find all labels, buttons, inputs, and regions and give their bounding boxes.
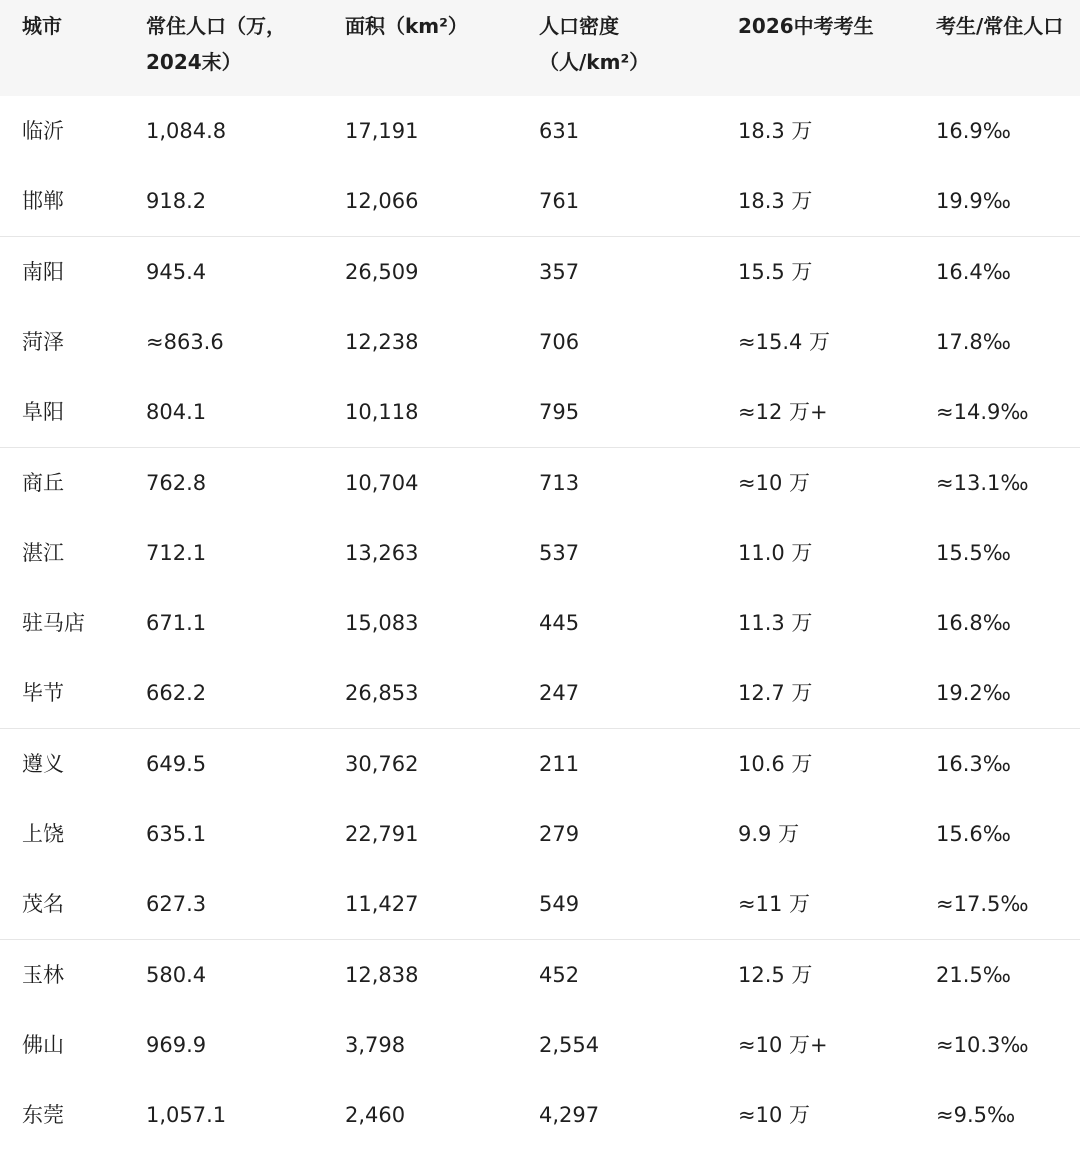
population-cell: 712.1 <box>146 540 207 565</box>
ratio-cell: ≈10.3‰ <box>936 1032 1029 1057</box>
candidates-cell: 11.3 万 <box>738 611 813 636</box>
table-row <box>0 658 1080 729</box>
population-cell: 635.1 <box>146 822 207 846</box>
city-cell: 邯郸 <box>22 189 64 214</box>
candidates-cell: ≈10 万+ <box>738 1032 828 1057</box>
candidates-cell: ≈12 万+ <box>738 400 828 425</box>
header-exam-candidates: 2026中考考生 <box>738 14 874 38</box>
ratio-cell: 16.9‰ <box>936 119 1011 143</box>
table-row <box>0 307 1080 378</box>
density-cell: 247 <box>539 681 580 706</box>
density-cell: 445 <box>539 611 580 636</box>
city-cell: 阜阳 <box>22 400 64 425</box>
area-cell: 17,191 <box>345 119 419 143</box>
area-cell: 10,118 <box>345 400 419 425</box>
density-cell: 631 <box>539 119 580 143</box>
ratio-cell: 19.9‰ <box>936 189 1011 214</box>
density-cell: 211 <box>539 751 580 776</box>
city-cell: 佛山 <box>22 1032 64 1057</box>
ratio-cell: ≈14.9‰ <box>936 400 1029 425</box>
candidates-cell: ≈10 万 <box>738 1103 810 1128</box>
table-row <box>0 799 1080 870</box>
population-cell: 1,057.1 <box>146 1103 227 1128</box>
area-cell: 30,762 <box>345 751 419 776</box>
table-row <box>0 1010 1080 1081</box>
population-cell: 662.2 <box>146 681 207 706</box>
population-cell: 762.8 <box>146 470 207 495</box>
density-cell: 537 <box>539 540 580 565</box>
ratio-cell: 16.3‰ <box>936 751 1011 776</box>
density-cell: 761 <box>539 189 580 214</box>
city-cell: 驻马店 <box>22 611 85 636</box>
area-cell: 3,798 <box>345 1032 406 1057</box>
city-cell: 遵义 <box>22 751 64 776</box>
city-cell: 东莞 <box>22 1103 64 1128</box>
candidates-cell: 18.3 万 <box>738 119 813 143</box>
area-cell: 10,704 <box>345 470 419 495</box>
header-area: 面积（km²） <box>345 14 468 38</box>
density-cell: 549 <box>539 892 580 917</box>
population-cell: 671.1 <box>146 611 207 636</box>
ratio-cell: 19.2‰ <box>936 681 1011 706</box>
ratio-cell: 15.6‰ <box>936 822 1011 846</box>
population-cell: 580.4 <box>146 962 207 987</box>
candidates-cell: 10.6 万 <box>738 751 813 776</box>
area-cell: 12,066 <box>345 189 419 214</box>
ratio-cell: ≈13.1‰ <box>936 470 1029 495</box>
ratio-cell: ≈17.5‰ <box>936 892 1029 917</box>
area-cell: 12,238 <box>345 329 419 354</box>
area-cell: 26,853 <box>345 681 419 706</box>
table-row <box>0 940 1080 1011</box>
density-cell: 357 <box>539 259 580 284</box>
candidates-cell: ≈10 万 <box>738 470 810 495</box>
table-row <box>0 729 1080 800</box>
density-cell: 2,554 <box>539 1032 600 1057</box>
density-cell: 706 <box>539 329 580 354</box>
population-cell: 649.5 <box>146 751 207 776</box>
table-row <box>0 166 1080 237</box>
population-cell: 945.4 <box>146 259 207 284</box>
ratio-cell: 16.4‰ <box>936 259 1011 284</box>
table-row <box>0 237 1080 308</box>
area-cell: 22,791 <box>345 822 419 846</box>
area-cell: 26,509 <box>345 259 419 284</box>
population-cell: 1,084.8 <box>146 119 227 143</box>
candidates-cell: 12.7 万 <box>738 681 813 706</box>
table-row <box>0 1080 1080 1150</box>
table-row <box>0 588 1080 659</box>
candidates-cell: 11.0 万 <box>738 540 813 565</box>
table-row <box>0 96 1080 167</box>
ratio-cell: ≈9.5‰ <box>936 1103 1016 1128</box>
city-cell: 玉林 <box>22 962 64 987</box>
density-cell: 795 <box>539 400 580 425</box>
ratio-cell: 21.5‰ <box>936 962 1011 987</box>
city-cell: 临沂 <box>22 119 64 143</box>
area-cell: 13,263 <box>345 540 419 565</box>
table-header <box>0 0 1080 97</box>
candidates-cell: 18.3 万 <box>738 189 813 214</box>
density-cell: 4,297 <box>539 1103 600 1128</box>
header-candidate-ratio: 考生/常住人口 <box>936 14 1064 38</box>
city-cell: 南阳 <box>22 259 64 284</box>
ratio-cell: 16.8‰ <box>936 611 1011 636</box>
density-cell: 279 <box>539 822 580 846</box>
header-density: 人口密度 （人/km²） <box>539 14 650 74</box>
population-cell: ≈863.6 <box>146 329 224 354</box>
city-cell: 湛江 <box>22 540 64 565</box>
city-cell: 毕节 <box>22 681 64 706</box>
area-cell: 15,083 <box>345 611 419 636</box>
table-row <box>0 518 1080 589</box>
city-cell: 上饶 <box>22 822 64 846</box>
table-row <box>0 869 1080 940</box>
candidates-cell: ≈15.4 万 <box>738 329 831 354</box>
table-row <box>0 448 1080 519</box>
candidates-cell: 9.9 万 <box>738 822 800 846</box>
population-cell: 969.9 <box>146 1032 207 1057</box>
header-city: 城市 <box>22 14 62 38</box>
city-cell: 茂名 <box>22 892 64 917</box>
area-cell: 2,460 <box>345 1103 406 1128</box>
candidates-cell: 12.5 万 <box>738 962 813 987</box>
city-cell: 菏泽 <box>22 329 64 354</box>
population-cell: 804.1 <box>146 400 207 425</box>
ratio-cell: 17.8‰ <box>936 329 1011 354</box>
table-row <box>0 377 1080 448</box>
header-population: 常住人口（万， 2024末） <box>146 14 286 74</box>
candidates-cell: ≈11 万 <box>738 892 810 917</box>
population-cell: 918.2 <box>146 189 207 214</box>
candidates-cell: 15.5 万 <box>738 259 813 284</box>
density-cell: 713 <box>539 470 580 495</box>
area-cell: 11,427 <box>345 892 419 917</box>
area-cell: 12,838 <box>345 962 419 987</box>
population-cell: 627.3 <box>146 892 207 917</box>
city-cell: 商丘 <box>22 470 64 495</box>
density-cell: 452 <box>539 962 580 987</box>
ratio-cell: 15.5‰ <box>936 540 1011 565</box>
